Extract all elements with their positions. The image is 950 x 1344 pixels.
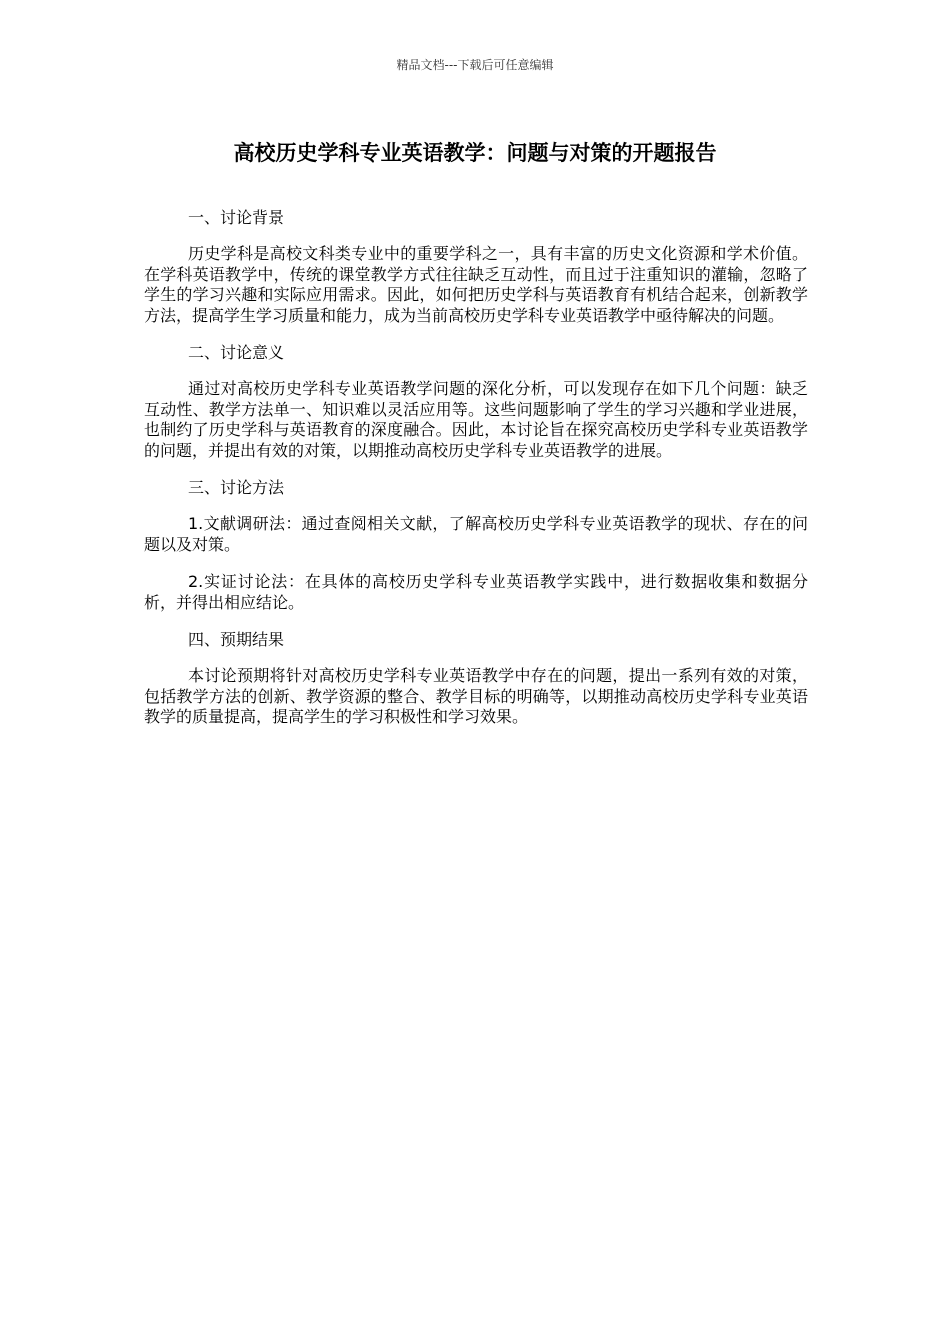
document-title: 高校历史学科专业英语教学：问题与对策的开题报告 <box>233 141 717 165</box>
paragraph: 1.文献调研法：通过查阅相关文献，了解高校历史学科专业英语教学的现状、存在的问题以及对策。 <box>144 514 808 554</box>
section-heading: 四、预期结果 <box>188 630 285 649</box>
section-methods <box>144 478 808 613</box>
section-expected-results <box>144 630 808 728</box>
section-heading: 二、讨论意义 <box>188 343 285 362</box>
page-header: 精品文档---下载后可任意编辑 <box>396 58 554 72</box>
paragraph: 本讨论预期将针对高校历史学科专业英语教学中存在的问题，提出一系列有效的对策，包括教学方法的创新、教学资源的整合、教学目标的明确等，以期推动高校历史学科专业英语教学的质量提高，提高学生的学习积极性和学习效果。 <box>144 666 808 726</box>
section-significance <box>144 343 808 461</box>
section-heading: 一、讨论背景 <box>188 208 285 227</box>
paragraph: 2.实证讨论法：在具体的高校历史学科专业英语教学实践中，进行数据收集和数据分析，并得出相应结论。 <box>144 572 808 612</box>
paragraph: 历史学科是高校文科类专业中的重要学科之一，具有丰富的历史文化资源和学术价值。在学科英语教学中，传统的课堂教学方式往往缺乏互动性，而且过于注重知识的灌输，忽略了学生的学习兴趣和实际应用需求。因此，如何把历史学科与英语教育有机结合起来，创新教学方法，提高学生学习质量和能力，成为当前高校历史学科专业英语教学中亟待解决的问题。 <box>144 244 808 325</box>
section-background <box>144 208 808 326</box>
paragraph: 通过对高校历史学科专业英语教学问题的深化分析，可以发现存在如下几个问题：缺乏互动性、教学方法单一、知识难以灵活应用等。这些问题影响了学生的学习兴趣和学业进展，也制约了历史学科与英语教育的深度融合。因此，本讨论旨在探究高校历史学科专业英语教学的问题，并提出有效的对策，以期推动高校历史学科专业英语教学的进展。 <box>144 379 808 460</box>
section-heading: 三、讨论方法 <box>188 478 285 497</box>
document-body <box>144 208 808 745</box>
